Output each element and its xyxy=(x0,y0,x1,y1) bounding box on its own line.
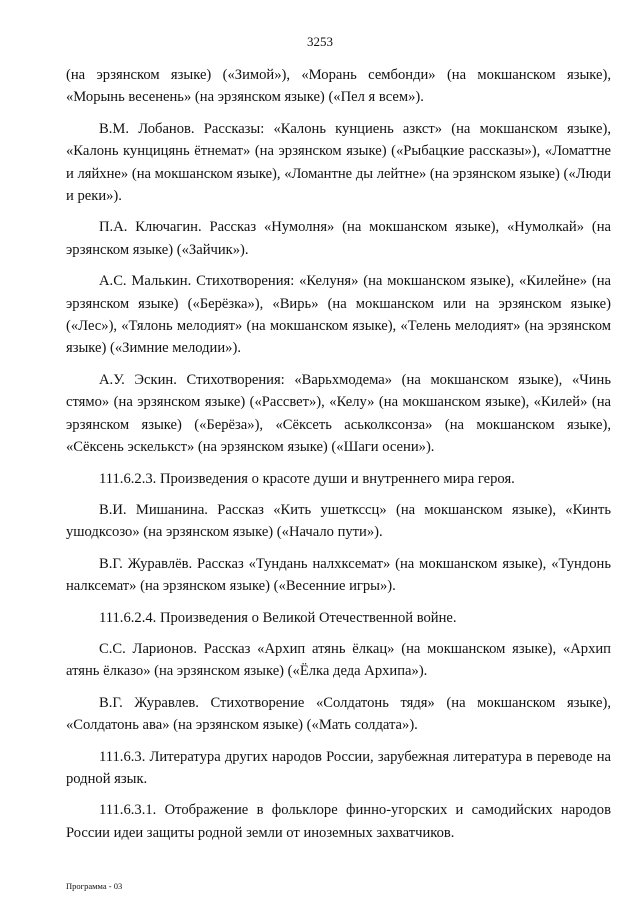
document-body xyxy=(66,64,611,853)
section-heading: 111.6.2.4. Произведения о Великой Отечественной войне. xyxy=(99,609,457,626)
paragraph: В.Г. Журавлев. Стихотворение «Солдатонь тядя» (на мокшанском языке), «Солдатонь ава» (на эрзянском языке) («Мать солдата»). xyxy=(66,694,611,734)
page-footer: Программа - 03 xyxy=(66,881,123,891)
section-heading: 111.6.3.1. Отображение в фольклоре финно-угорских и самодийских народов России идеи защиты родной земли от иноземных захватчиков. xyxy=(66,802,611,841)
paragraph: С.С. Ларионов. Рассказ «Архип атянь ёлкац» (на мокшанском языке), «Архип атянь ёлказо» (на эрзянском языке) («Ёлка деда Архипа»). xyxy=(66,640,611,680)
paragraph: А.У. Эскин. Стихотворения: «Варьхмодема» (на мокшанском языке), «Чинь стямо» (на эрзянском языке) («Рассвет»), «Келу» (на мокшанском языке), «Килей» (на эрзянском языке) («Берёза»), «Сёксеть аськолксонза» (на мокшанском языке), «Сёксень эскелькст» (на эрзянском языке) («Шаги осени»). xyxy=(66,371,611,456)
paragraph: А.С. Малькин. Стихотворения: «Келуня» (на мокшанском языке), «Килейне» (на эрзянском языке) («Берёзка»), «Вирь» (на мокшанском или на эрзянском языке) («Лес»), «Тялонь мелодият» (на мокшанском языке), «Телень мелодият» (на эрзянском языке) («Зимние мелодии»). xyxy=(66,273,611,357)
page-number: 3253 xyxy=(307,34,333,49)
paragraph: В.И. Мишанина. Рассказ «Кить ушеткссц» (на мокшанском языке), «Кинть ушодксозо» (на эрзянском языке) («Начало пути»). xyxy=(66,501,611,541)
paragraph: (на эрзянском языке) («Зимой»), «Морань сембонди» (на мокшанском языке), «Морынь весенень» (на эрзянском языке) («Пел я всем»). xyxy=(66,67,611,106)
paragraph: В.Г. Журавлёв. Рассказ «Тундань налхксемат» (на мокшанском языке), «Тундонь налксемат» (на эрзянском языке) («Весенние игры»). xyxy=(66,555,611,595)
paragraph: П.А. Ключагин. Рассказ «Нумолня» (на мокшанском языке), «Нумолкай» (на эрзянском языке) («Зайчик»). xyxy=(66,219,611,258)
paragraph: В.М. Лобанов. Рассказы: «Калонь кунциень азкст» (на мокшанском языке), «Калонь кунцицянь ётнемат» (на эрзянском языке) («Рыбацкие рассказы»), «Ломаттне и ляйхне» (на мокшанском языке), «Ломантне ды лейтне» (на эрзянском языке) («Люди и реки»). xyxy=(66,120,611,205)
section-heading: 111.6.3. Литература других народов России, зарубежная литература в переводе на родной язык. xyxy=(66,748,611,787)
section-heading: 111.6.2.3. Произведения о красоте души и внутреннего мира героя. xyxy=(99,470,515,487)
